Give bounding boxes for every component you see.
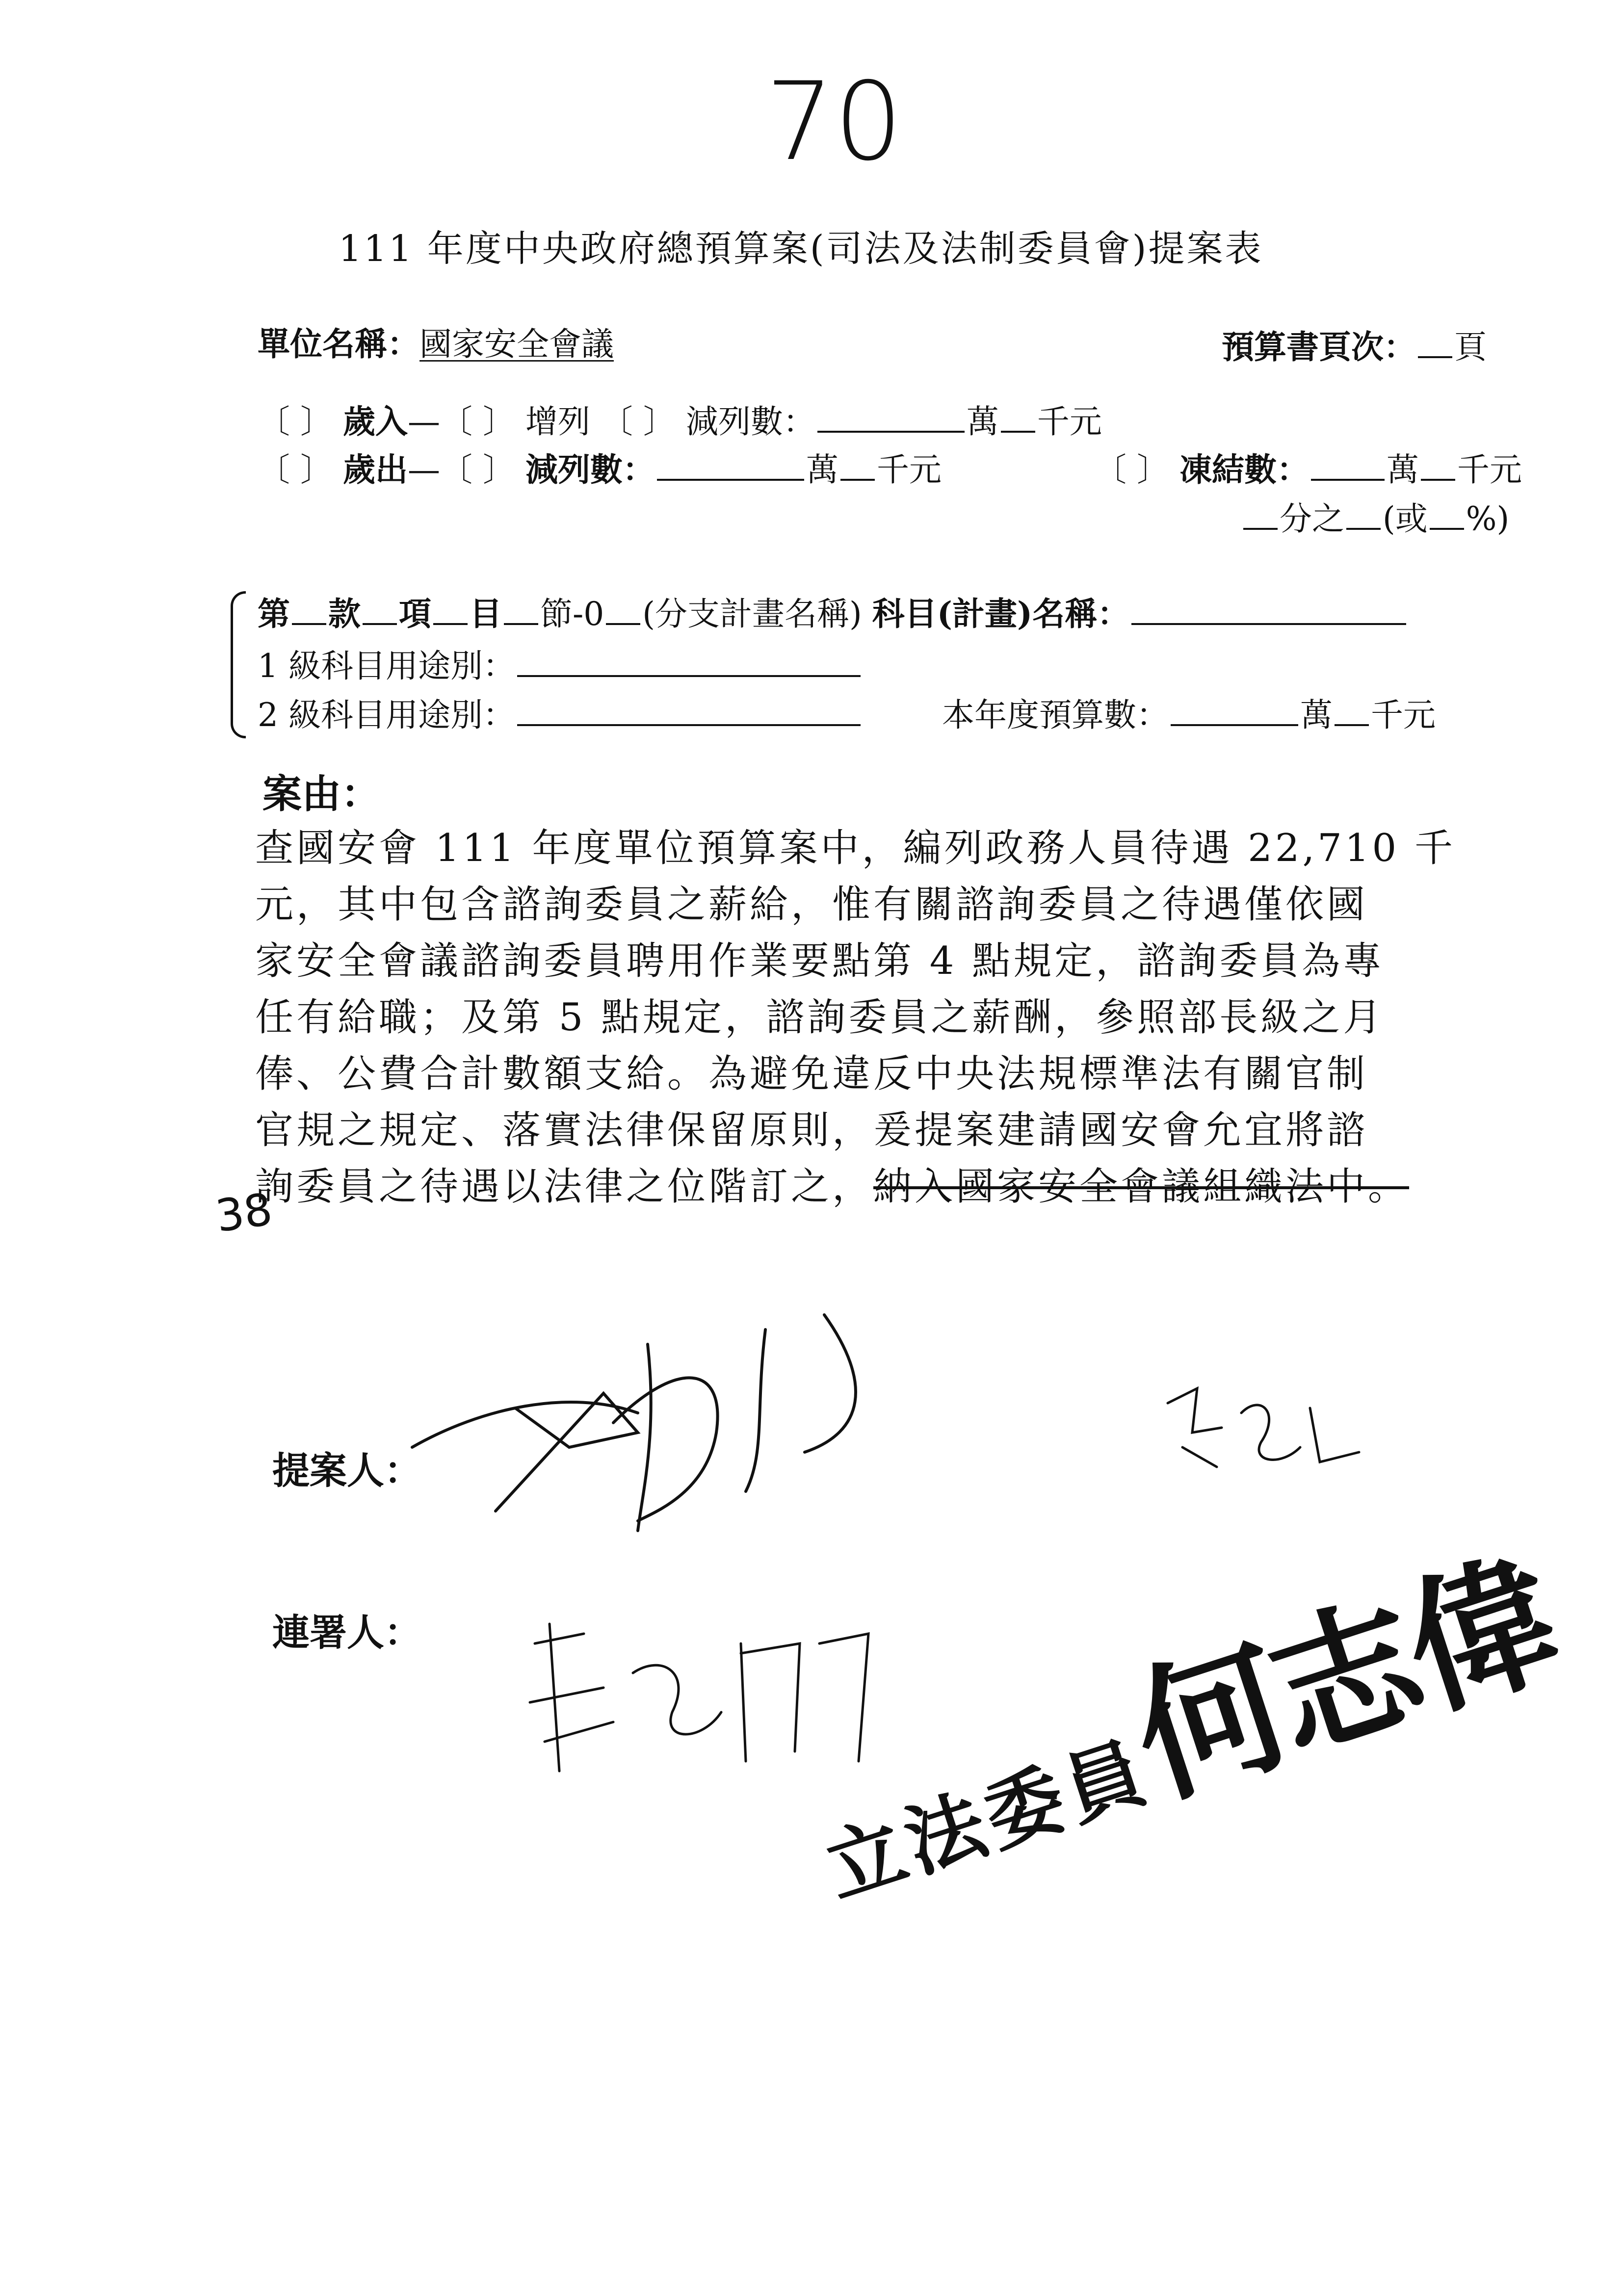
freeze-wan-unit: 萬 (1386, 451, 1419, 489)
annual-budget-label: 本年度預算數： (942, 696, 1169, 734)
freeze-qian-blank[interactable] (1421, 450, 1455, 481)
plan-blank[interactable] (606, 595, 640, 625)
annual-budget-row (942, 696, 1436, 734)
revenue-wan-blank[interactable] (817, 402, 965, 433)
freeze-row (1094, 450, 1522, 489)
expense-wan-blank[interactable] (657, 450, 804, 481)
freeze-denominator-blank[interactable] (1243, 499, 1278, 530)
xiang-blank[interactable] (363, 595, 397, 625)
reason-line-5: 俸、公費合計數額支給。為避免違反中央法規標準法有關官制 (255, 1052, 1368, 1096)
expense-decrease-checkbox[interactable]: 〔 〕 (440, 451, 515, 489)
stamp-name: 何志偉 (1114, 1530, 1574, 1827)
budget-page-blank[interactable] (1418, 328, 1452, 358)
form-title: 111 年度中央政府總預算案(司法及法制委員會)提案表 (339, 228, 1263, 270)
revenue-wan-unit: 萬 (966, 403, 999, 441)
unit-name-value: 國家安全會議 (419, 325, 614, 363)
annual-budget-wan-blank[interactable] (1171, 696, 1298, 726)
expense-label: 歲出 (342, 450, 408, 489)
revenue-checkbox[interactable]: 〔 〕 (258, 403, 333, 441)
cosigner-signature-1 (1153, 1374, 1379, 1501)
budget-page-label: 預算書頁次： (1222, 328, 1416, 366)
freeze-fraction-text: 分之 (1280, 500, 1344, 538)
freeze-wan-blank[interactable] (1311, 450, 1385, 481)
freeze-percent-blank[interactable] (1430, 499, 1464, 530)
revenue-increase-option[interactable]: 〔 〕 增列 (440, 403, 590, 441)
reason-line-1: 查國安會 111 年度單位預算案中，編列政務人員待遇 22,710 千 (255, 826, 1456, 870)
annual-budget-wan-unit: 萬 (1300, 696, 1333, 734)
reason-last-line-text: 詢委員之待遇以法律之位階訂之， (255, 1165, 874, 1209)
unit-name-row (258, 325, 614, 363)
level1-label: 1 級科目用途別： (258, 647, 515, 685)
revenue-row (258, 402, 1102, 441)
legislator-stamp (785, 1501, 1576, 1937)
budget-page-unit: 頁 (1454, 328, 1487, 366)
subject-name-label: 科目(計畫)名稱： (872, 595, 1130, 633)
expense-dash: — (407, 451, 440, 489)
revenue-qian-unit: 千元 (1037, 403, 1102, 441)
freeze-checkbox[interactable]: 〔 〕 (1094, 451, 1169, 489)
freeze-percent-text: %) (1466, 500, 1510, 538)
section-mu: 目 (470, 595, 502, 633)
reason-line-2: 元，其中包含諮詢委員之薪給，惟有關諮詢委員之待遇僅依國 (255, 883, 1368, 927)
reason-line-7 (255, 1165, 1410, 1209)
margin-handwritten-mark: 38 (212, 1183, 276, 1243)
proposer-label: 提案人： (272, 1449, 421, 1492)
reason-line-6: 官規之規定、落實法律保留原則，爰提案建請國安會允宜將諮 (255, 1108, 1368, 1152)
section-row (258, 595, 1408, 633)
stamp-title: 立法委員 (814, 1725, 1161, 1916)
section-brace (231, 591, 246, 738)
mu-blank[interactable] (433, 595, 468, 625)
reason-line-3: 家安全會議諮詢委員聘用作業要點第 4 點規定，諮詢委員為專 (255, 939, 1385, 983)
handwritten-page-number: 70 (765, 59, 903, 184)
level2-row (258, 696, 863, 734)
revenue-label: 歲入 (342, 402, 408, 441)
unit-name-label: 單位名稱： (258, 325, 419, 363)
kuan-blank[interactable] (292, 595, 326, 625)
reason-heading: 案由： (262, 771, 380, 817)
expense-wan-unit: 萬 (806, 451, 838, 489)
expense-checkbox[interactable]: 〔 〕 (258, 451, 333, 489)
revenue-qian-blank[interactable] (1001, 402, 1035, 433)
expense-row (258, 450, 942, 489)
revenue-decrease-option[interactable]: 〔 〕 減列數： (600, 403, 815, 441)
freeze-or-text: (或 (1383, 500, 1428, 538)
cosigner-label: 連署人： (272, 1611, 421, 1654)
budget-page-row (1222, 328, 1487, 364)
expense-decrease-label: 減列數： (525, 450, 655, 489)
section-di: 第 (258, 595, 290, 633)
level1-row (258, 647, 863, 685)
proposer-signature (383, 1285, 971, 1560)
section-jie: 節-0 (540, 595, 604, 633)
revenue-dash: — (407, 403, 440, 441)
level2-label: 2 級科目用途別： (258, 696, 515, 734)
section-kuan: 款 (328, 595, 361, 633)
expense-qian-blank[interactable] (840, 450, 875, 481)
annual-budget-qian-blank[interactable] (1335, 696, 1369, 726)
section-xiang: 項 (399, 595, 431, 633)
expense-qian-unit: 千元 (876, 451, 942, 489)
reason-line-4: 任有給職；及第 5 點規定，諮詢委員之薪酬，參照部長級之月 (255, 995, 1385, 1040)
subject-name-blank[interactable] (1131, 595, 1406, 625)
jie-blank[interactable] (504, 595, 538, 625)
level2-blank[interactable] (517, 696, 861, 726)
struck-out-text: 納入國家安全會議組織法中。 (873, 1165, 1410, 1209)
freeze-label: 凍結數： (1179, 450, 1309, 489)
freeze-fraction-row (1241, 499, 1510, 538)
freeze-qian-unit: 千元 (1457, 451, 1522, 489)
section-plan-name: (分支計畫名稱) (642, 595, 862, 633)
annual-budget-qian-unit: 千元 (1371, 696, 1436, 734)
freeze-numerator-blank[interactable] (1346, 499, 1381, 530)
level1-blank[interactable] (517, 647, 861, 677)
